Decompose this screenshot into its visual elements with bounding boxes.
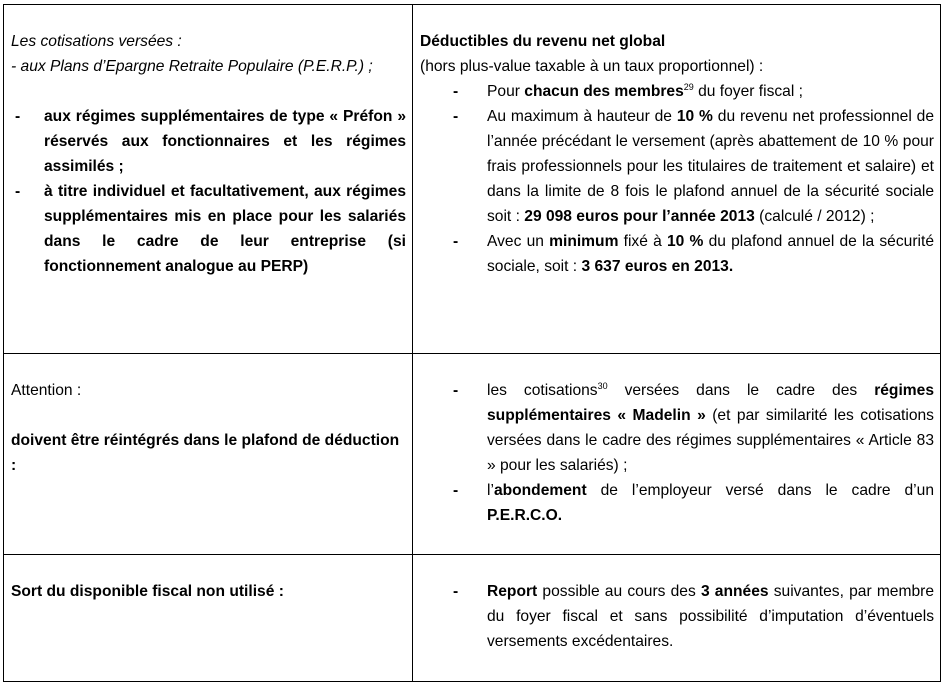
bullet-dash: -	[453, 482, 459, 499]
list-item-individual	[11, 179, 406, 279]
members-text: Pour chacun des membres$^{29}$ du foyer fiscal ;	[487, 82, 803, 100]
table-row-divider-1	[3, 353, 941, 354]
bullet-dash: -	[453, 108, 459, 125]
table-row-divider-2	[3, 554, 941, 555]
row3-left-cell	[11, 579, 406, 604]
table-border-left	[3, 4, 4, 682]
perp-line: - aux Plans d’Epargne Retraite Populaire (P.E.R.P.) ;	[11, 58, 373, 75]
deductible-title: Déductibles du revenu net global	[420, 33, 666, 50]
bullet-dash: -	[453, 83, 459, 100]
madelin-text: les cotisations$^{30}$ versées dans le cadre des régimes supplémentaires « Madelin » (et par similarité les cotisations versées dans le cadre des régimes supplémentaires « Article 83 » pour les salariés) ;	[487, 381, 934, 474]
bullet-dash: -	[15, 183, 21, 200]
attention-label: Attention :	[11, 382, 82, 399]
list-item-maximum	[420, 104, 934, 229]
row2-right-cell	[420, 378, 934, 528]
report-text: Report possible au cours des 3 années suivantes, par membre du foyer fiscal et sans possibilité d’imputation d’éventuels versements excédentaires.	[487, 583, 935, 650]
reintegration-text: doivent être réintégrés dans le plafond de déduction :	[11, 432, 400, 474]
table-border-right	[940, 4, 941, 682]
list-item-madelin	[420, 378, 934, 478]
list-item-prefon	[11, 104, 406, 179]
maximum-text: Au maximum à hauteur de 10 % du revenu net professionnel de l’année précédant le versement (après abattement de 10 % pour frais professionnels pour les titulaires de traitement et salaire) et dans la limite de 8 fois le plafond annuel de la sécurité sociale soit : 29 098 euros pour l’année 2013 (calculé / 2012) ;	[487, 108, 935, 225]
individual-text: à titre individuel et facultativement, aux régimes supplémentaires mis en place pour les salariés dans le cadre de leur entreprise (si fonctionnement analogue au PERP)	[44, 183, 406, 275]
minimum-text: Avec un minimum fixé à 10 % du plafond annuel de la sécurité sociale, soit : 3 637 euros en 2013.	[487, 233, 934, 275]
table-border-bottom	[3, 681, 941, 682]
list-item-report	[420, 579, 934, 654]
table-column-divider	[412, 4, 413, 682]
row2-left-cell	[11, 378, 406, 478]
bullet-dash: -	[453, 382, 459, 399]
contributions-intro: Les cotisations versées :	[11, 33, 182, 50]
bullet-dash: -	[453, 583, 459, 600]
deductible-subtitle: (hors plus-value taxable à un taux proportionnel) :	[420, 58, 764, 75]
prefon-text: aux régimes supplémentaires de type « Préfon » réservés aux fonctionnaires et les régimes assimilés ;	[44, 108, 406, 175]
list-item-abondement	[420, 478, 934, 528]
row3-right-cell	[420, 579, 934, 654]
table-border-top	[3, 4, 941, 5]
unused-allowance-label: Sort du disponible fiscal non utilisé :	[11, 583, 284, 600]
footnote-29: 29	[683, 82, 694, 92]
footnote-30: 30	[597, 381, 608, 391]
list-item-minimum	[420, 229, 934, 279]
row1-left-cell	[11, 29, 406, 279]
abondement-text: l’abondement de l’employeur versé dans le cadre d’un P.E.R.C.O.	[487, 482, 934, 524]
bullet-dash: -	[453, 233, 459, 250]
row1-right-cell	[420, 29, 934, 279]
list-item-members	[420, 79, 934, 104]
bullet-dash: -	[15, 108, 21, 125]
